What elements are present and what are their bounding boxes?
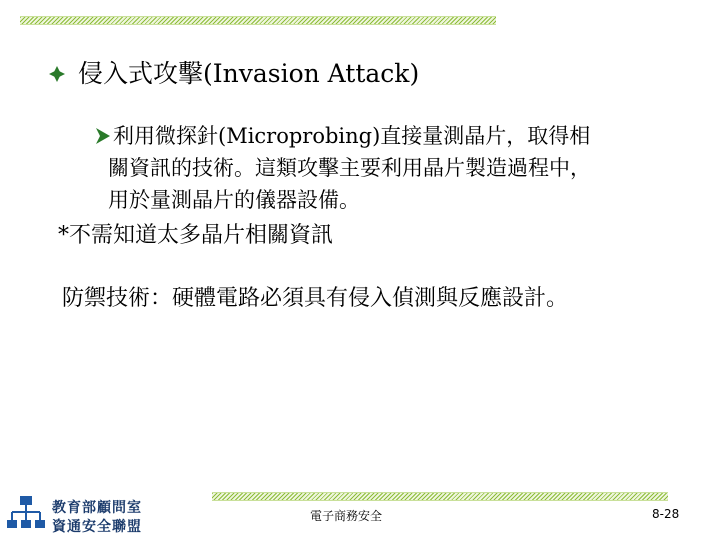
note-text: *不需知道太多晶片相關資訊 <box>58 223 334 248</box>
slide-heading: 侵入式攻擊(Invasion Attack) <box>78 59 420 88</box>
footer-page-number: 8-28 <box>652 507 680 521</box>
org-name-line-1: 教育部顧問室 <box>52 500 142 516</box>
sub-point-line-3: 用於量測晶片的儀器設備。 <box>108 188 360 212</box>
bottom-decorative-bar <box>212 492 668 501</box>
network-logo-icon <box>6 494 46 534</box>
arrow-bullet-icon <box>95 127 111 145</box>
footer-course-title: 電子商務安全 <box>310 509 383 523</box>
defense-text: 防禦技術：硬體電路必須具有侵入偵測與反應設計。 <box>62 286 569 311</box>
sub-point-line-1: 利用微探針(Microprobing)直接量測晶片，取得相 <box>113 124 591 148</box>
org-name-line-2: 資通安全聯盟 <box>52 519 142 535</box>
sub-point-line-2: 關資訊的技術。這類攻擊主要利用晶片製造過程中， <box>108 156 591 180</box>
diamond-bullet-icon <box>47 64 67 84</box>
top-decorative-bar <box>20 16 496 25</box>
